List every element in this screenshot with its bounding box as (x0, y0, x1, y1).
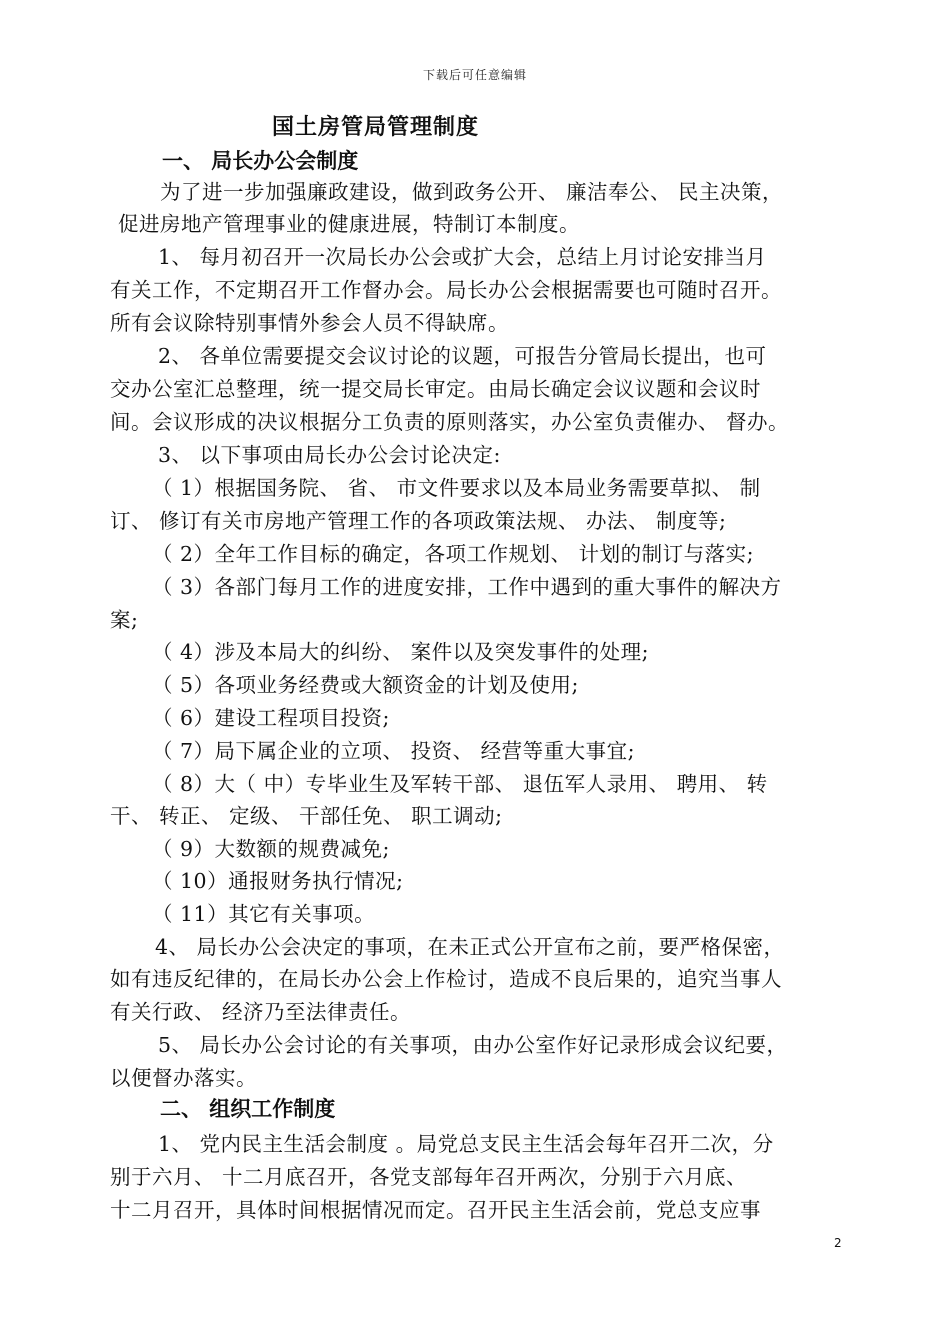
document-title: 国土房管局管理制度 (272, 115, 480, 140)
body-line: 有关工作，不定期召开工作督办会。局长办公会根据需要也可随时召开。 (110, 278, 782, 302)
body-line: （ 2）全年工作目标的确定，各项工作规划、 计划的制订与落实; (152, 542, 754, 566)
body-line: （ 6）建设工程项目投资; (152, 706, 390, 730)
page-number: 2 (834, 1236, 842, 1250)
body-line: 3、 以下事项由局长办公会讨论决定: (158, 443, 501, 467)
body-line: 间。会议形成的决议根据分工负责的原则落实，办公室负责催办、 督办。 (110, 410, 790, 434)
body-line: 案; (110, 608, 139, 632)
body-line: （ 3）各部门每月工作的进度安排，工作中遇到的重大事件的解决方 (152, 575, 782, 599)
body-line: （ 9）大数额的规费减免; (152, 837, 390, 861)
body-line: 为了进一步加强廉政建设，做到政务公开、 廉洁奉公、 民主决策， (160, 180, 784, 204)
body-line: 以便督办落实。 (110, 1066, 257, 1090)
body-line: 1、 每月初召开一次局长办公会或扩大会，总结上月讨论安排当月 (158, 245, 767, 269)
body-line: 干、 转正、 定级、 干部任免、 职工调动; (110, 804, 503, 828)
body-line: （ 4）涉及本局大的纠纷、 案件以及突发事件的处理; (152, 640, 649, 664)
body-line: （ 8）大（ 中）专毕业生及军转干部、 退伍军人录用、 聘用、 转 (152, 772, 768, 796)
body-line: （ 7）局下属企业的立项、 投资、 经营等重大事宜; (152, 739, 635, 763)
body-line: 有关行政、 经济乃至法律责任。 (110, 1000, 412, 1024)
body-line: 促进房地产管理事业的健康进展，特制订本制度。 (118, 212, 580, 236)
body-line: 5、 局长办公会讨论的有关事项，由办公室作好记录形成会议纪要， (158, 1033, 788, 1057)
section-heading-2: 二、 组织工作制度 (160, 1097, 336, 1121)
body-line: 订、 修订有关市房地产管理工作的各项政策法规、 办法、 制度等; (110, 509, 727, 533)
body-line: 4、 局长办公会决定的事项，在未正式公开宣布之前，要严格保密， (155, 935, 785, 959)
body-line: （ 10）通报财务执行情况; (152, 869, 404, 893)
body-line: 别于六月、 十二月底召开，各党支部每年召开两次，分别于六月底、 (110, 1165, 748, 1189)
body-line: 1、 党内民主生活会制度 。局党总支民主生活会每年召开二次，分 (158, 1132, 774, 1156)
body-line: 如有违反纪律的，在局长办公会上作检讨，造成不良后果的，追究当事人 (110, 967, 782, 991)
body-line: （ 5）各项业务经费或大额资金的计划及使用; (152, 673, 579, 697)
body-line: 2、 各单位需要提交会议讨论的议题，可报告分管局长提出，也可 (158, 344, 767, 368)
body-line: 所有会议除特别事情外参会人员不得缺席。 (110, 311, 509, 335)
body-line: 交办公室汇总整理，统一提交局长审定。由局长确定会议议题和会议时 (110, 377, 761, 401)
body-line: （ 11）其它有关事项。 (152, 902, 376, 926)
body-line: 十二月召开，具体时间根据情况而定。召开民主生活会前，党总支应事 (110, 1198, 761, 1222)
section-heading-1: 一、 局长办公会制度 (162, 149, 359, 173)
body-line: （ 1）根据国务院、 省、 市文件要求以及本局业务需要草拟、 制 (152, 476, 761, 500)
page-header: 下载后可任意编辑 (422, 68, 527, 82)
